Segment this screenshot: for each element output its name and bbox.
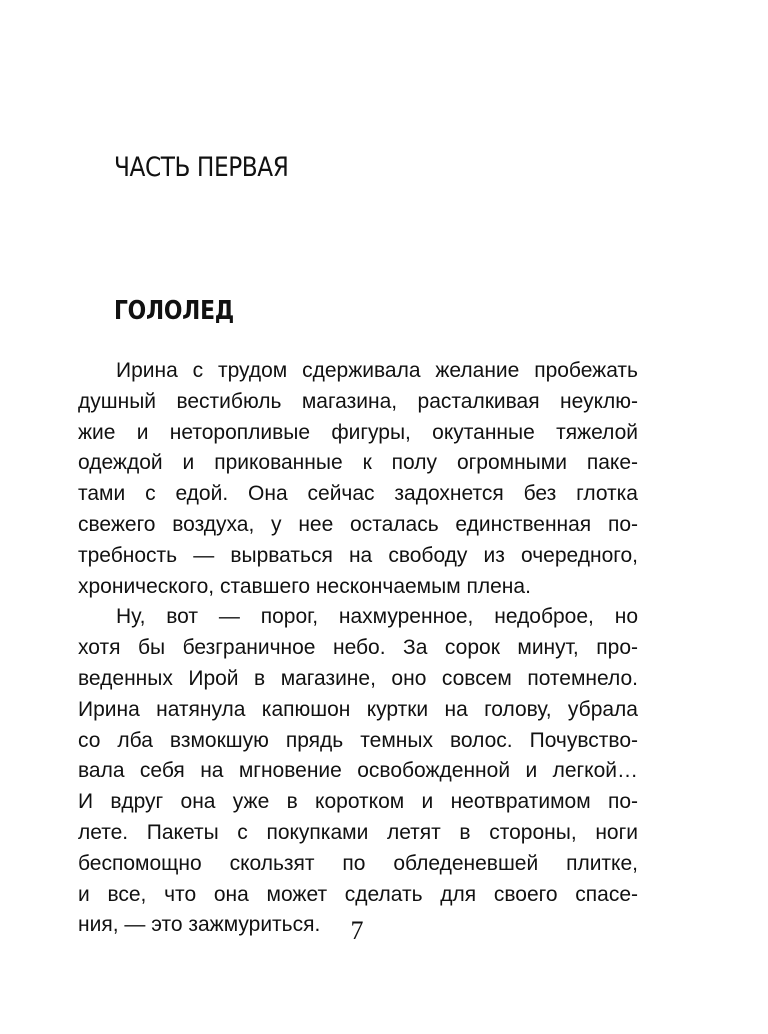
text-line: хронического, ставшего нескончаемым плена.	[78, 574, 531, 598]
text-line: свежего воздуха, у нее осталась единственная по-	[78, 512, 638, 536]
text-line: Ну, вот — порог, нахмуренное, недоброе, но	[116, 605, 638, 629]
part-title: ЧАСТЬ ПЕРВАЯ	[114, 152, 289, 183]
paragraph-1	[78, 356, 638, 602]
paragraph-2	[78, 602, 638, 941]
text-line: Ирина с трудом сдерживала желание пробежать	[116, 359, 638, 382]
text-line: со лба взмокшую прядь темных волос. Почувство-	[78, 728, 638, 752]
text-line: жие и неторопливые фигуры, окутанные тяжелой	[78, 420, 638, 444]
text-line: вала себя на мгновение освобожденной и легкой…	[78, 759, 638, 783]
text-line: тами с едой. Она сейчас задохнется без глотка	[78, 482, 638, 506]
text-line: требность — вырваться на свободу из очередного,	[78, 543, 638, 567]
body-text	[78, 356, 638, 941]
text-line: беспомощно скользят по обледеневшей плитке,	[78, 851, 638, 875]
text-line: И вдруг она уже в коротком и неотвратимом по-	[78, 790, 638, 814]
text-line: душный вестибюль магазина, расталкивая неуклю-	[78, 389, 638, 413]
text-line: лете. Пакеты с покупками летят в стороны, ноги	[78, 820, 638, 844]
text-line: Ирина натянула капюшон куртки на голову, убрала	[78, 697, 638, 721]
text-line: и все, что она может сделать для своего спасе-	[78, 882, 638, 906]
chapter-title: ГОЛОЛЕД	[114, 296, 234, 326]
text-line: веденных Ирой в магазине, оно совсем потемнело.	[78, 666, 638, 690]
text-line: ния, — это зажмуриться.	[78, 913, 321, 937]
text-line: одеждой и прикованные к полу огромными паке-	[78, 451, 638, 475]
text-line: хотя бы безграничное небо. За сорок минут, про-	[78, 636, 638, 660]
page-number: 7	[350, 916, 364, 945]
